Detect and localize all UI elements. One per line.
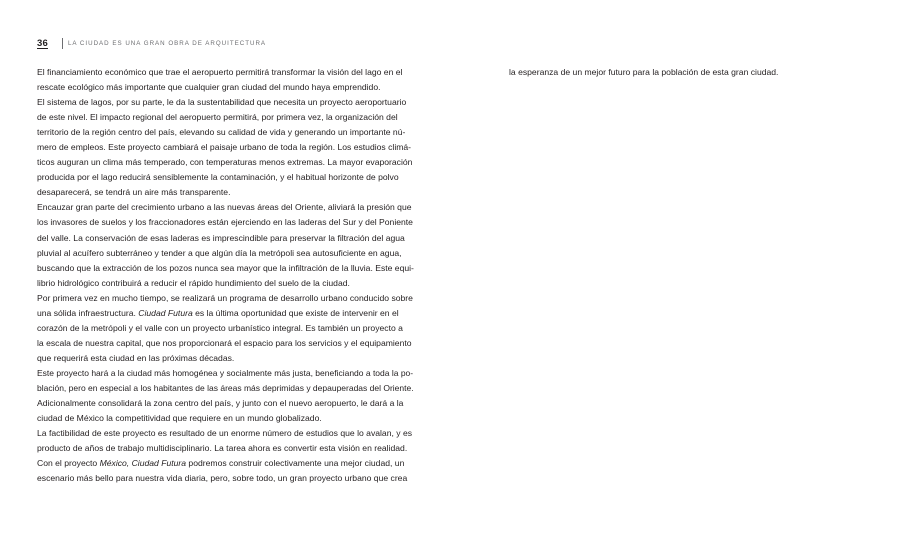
text-line: rescate ecológico más importante que cualquier gran ciudad del mundo haya emprendido.: [37, 82, 381, 93]
page-header: [37, 37, 266, 49]
left-text-column: [37, 65, 415, 486]
paragraph: [37, 291, 415, 366]
text-line: La factibilidad de este proyecto es resultado de un enorme número de estudios que lo avalan, y es: [37, 428, 413, 439]
text-line: del valle. La conservación de esas laderas es imprescindible para preservar la filtración del agua: [37, 232, 405, 243]
text-line: corazón de la metrópoli y el valle con un proyecto urbanístico integral. Es también un proyecto a: [37, 322, 403, 333]
text-line: pluvial al acuífero subterráneo y tender a que algún día la metrópoli sea autosuficiente en agua,: [37, 247, 402, 258]
text-line: mero de empleos. Este proyecto cambiará el paisaje urbano de toda la región. Los estudios climá-: [37, 142, 412, 153]
paragraph: [37, 65, 415, 95]
paragraph: [37, 200, 415, 290]
text-line: desaparecerá, se tendrá un aire más transparente.: [37, 187, 231, 198]
text-line: territorio de la región centro del país, elevando su calidad de vida y generando un importante nú-: [37, 127, 406, 138]
text-line: Encauzar gran parte del crecimiento urbano a las nuevas áreas del Oriente, aliviará la presión que: [37, 202, 412, 213]
text-line: que requerirá esta ciudad en las próximas décadas.: [37, 352, 235, 363]
text-line: Adicionalmente consolidará la zona centro del país, y junto con el nuevo aeropuerto, le dará a la: [37, 398, 404, 409]
text-line: producida por el lago reducirá sensiblemente la contaminación, y el habitual horizonte de polvo: [37, 172, 399, 183]
text-line: producto de años de trabajo multidisciplinario. La tarea ahora es convertir esta visión en realidad.: [37, 443, 408, 454]
project-title: Ciudad Futura: [138, 307, 193, 318]
text-line: una sólida infraestructura. Ciudad Futura es la última oportunidad que existe de intervenir en el: [37, 307, 399, 318]
text-line: Con el proyecto México, Ciudad Futura podremos construir colectivamente una mejor ciudad, un: [37, 458, 405, 469]
paragraph: [37, 366, 415, 426]
text-line: la escala de nuestra capital, que nos proporcionará el espacio para los servicios y el equipamiento: [37, 337, 412, 348]
text-line: buscando que la extracción de los pozos nunca sea mayor que la infiltración de la lluvia. Este equi-: [37, 262, 414, 273]
text-line: la esperanza de un mejor futuro para la población de esta gran ciudad.: [509, 67, 779, 77]
text-line: librio hidrológico contribuirá a reducir el rápido hundimiento del suelo de la ciudad.: [37, 277, 350, 288]
right-text-column: [509, 65, 887, 80]
text-line: ciudad de México la competitividad que requiere en un mundo globalizado.: [37, 413, 322, 424]
text-line: Por primera vez en mucho tiempo, se realizará un programa de desarrollo urbano conducido sobre: [37, 292, 413, 303]
header-divider: [62, 38, 63, 49]
project-title: México, Ciudad Futura: [99, 458, 187, 469]
page-number: 36: [37, 37, 48, 49]
text-line: ticos auguran un clima más temperado, con temperaturas menos extremas. La mayor evaporación: [37, 157, 413, 168]
text-line: los invasores de suelos y los fraccionadores están ejerciendo en las laderas del Sur y del Poniente: [37, 217, 413, 228]
text-line: El financiamiento económico que trae el aeropuerto permitirá transformar la visión del lago en el: [37, 67, 403, 77]
text-line: escenario más bello para nuestra vida diaria, pero, sobre todo, un gran proyecto urbano que crea: [37, 473, 408, 484]
paragraph: [37, 426, 415, 486]
text-line: El sistema de lagos, por su parte, le da la sustentabilidad que necesita un proyecto aeroportuario: [37, 97, 407, 108]
running-head: LA CIUDAD ES UNA GRAN OBRA DE ARQUITECTURA: [67, 39, 267, 47]
text-line: blación, pero en especial a los habitantes de las áreas más deprimidas y depauperadas del Oriente.: [37, 382, 414, 393]
paragraph: [37, 95, 415, 200]
text-line: Este proyecto hará a la ciudad más homogénea y socialmente más justa, beneficiando a toda la po-: [37, 367, 414, 378]
text-line: de este nivel. El impacto regional del aeropuerto permitirá, por primera vez, la organización del: [37, 112, 398, 123]
paragraph: [509, 65, 887, 80]
